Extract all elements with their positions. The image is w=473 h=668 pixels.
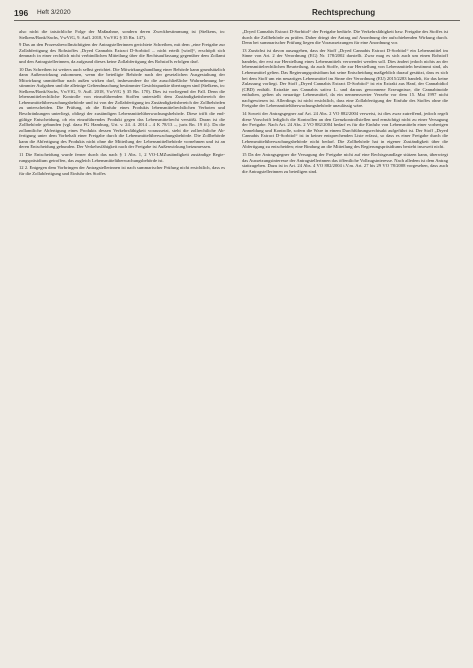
paragraph: 11 Die Entscheidung wurde ferner durch das nach § 1 Abs. 1, 2 VO-LMZuständigkeit zuständige Regierungspräsidium getroffen, das zugleich Lebensmittelüberwachungsbehörde ist.: [19, 152, 225, 163]
paragraph: 10 Das Schreiben ist weiters auch selbst gerichtet. Die Mitwirkungshandlung einer Behörde kann grundsätzlich dann Außenwirkung zukommen, wenn die beteiligte Behörde nach der gesetzlichen Ausgestaltung der Mitwirkung unmittelbar nach außen wirken darf, insbesondere ihr die ausschließliche Wahrnehmung bestimmter Aufgaben und die alleinige Geltendmachung bestimmter Gesichtspunkte übertragen sind (Stelkens, in: Stelkens/Bonk/Sachs, VwVfG, 9. Aufl. 2018, VwVfG § 35 Rn. 170). Dies ist vorliegend der Fall. Denn die lebensmittelrechtliche Kontrolle von einzuführenden Stoffen unterstellt dem Zuständigkeitsbereich der Lebensmittelüberwachungsbehörde und ist von der Zollabfertigung im Zuständigkeitsbereich der Zollbehörden zu unterscheiden. Die Prüfung, ob die Einfuhr eines Produkts lebensmittelrechtlichen Verboten und Beschränkungen unterliegt, obliegt der zuständigen Lebensmittelüberwachungsbehörde. Diese trifft die endgültige Entscheidung, ob ein einzuführendes Produkt gegen das Lebensmittelrecht verstößt. Daran ist die Zollbehörde gebunden (vgl. dazu FG Hamburg, Urt. v. 24. 4. 2014 – 4 K 78/13 –, juris Rn. 19 ff.). Da die zollamtliche Abfertigung eines Produkts dessen Verkehrsfähigkeit voraussetzt, steht die zollrechtliche Abfertigung unter dem Vorbehalt einer Freigabe durch die Lebensmittelüberwachungsbehörde. Die Zollbehörde kann die Abfertigung des Produkts nicht ohne die Mitteilung der Lebensmittelbehörde vornehmen und ist an deren Entscheidung gebunden. Der Verkehrsfähigkeit nach der Freigabe ist Außenwirkung beizumessen.: [19, 66, 225, 150]
paragraph: 9 Das an den Prozessbevollmächtigten der Antragstellerinnen gerichtete Schreiben, mit dem „eine Freigabe zur Zollabfertigung des Rohstoffes ‚Dryed Cannabis Extract D-Sorbitol ... nicht erteilt [wird]“, erschöpft sich demnach in einer rechtlich nicht verbindlichen Mitteilung über die Rechtsauffassung gegenüber dem Zollamt und den Antragstellerinnen, da aufgrund dieses keine Zollabfertigung des Rohstoffs erfolgen darf.: [19, 42, 225, 64]
right-column: [242, 29, 448, 176]
paragraph: 15 Da der Antragsgegner die Versagung der Freigabe nicht auf eine Rechtsgrundlage stützen kann, überwiegt das Aussetzungsinteresse der Antragstellerinnen das öffentliche Vollzugsinteresse. Nach alledem ist dem Antrag stattzugeben. Dazu ist in Art. 24 Abs. 4 VO 882/2004 i.V.m. Art. 27 bis 29 VO 78/2008 vorgesehen, dass auch die Antragstellerinnen zu beteiligen sind.: [242, 152, 448, 174]
paragraph: 14 Soweit der Antragsgegner auf Art. 24 Abs. 2 VO 882/2004 verweist, ist dies zwar zutreffend, jedoch regelt diese Vorschrift lediglich die Kontrollen an den Grenzkontrollstellen und ermächtigt nicht zu einer Versagung der Freigabe. Nach Art. 24 Abs. 2 VO 882/2004 bedarf es für die Einfuhr von Lebensmitteln einer vorherigen Anmeldung und Kontrolle, sofern die Ware in einem Durchführungsrechtsakt aufgeführt ist. Der Stoff „Dryed Cannabis Extract D-Sorbitol“ ist in keiner entsprechenden Liste erfasst, so dass es einer Freigabe durch die Lebensmittelüberwachungsbehörde nicht bedarf. Die Zollbehörde hat in eigener Zuständigkeit über die Abfertigung zu entscheiden; eine Bindung an die Mitteilung des Regierungspräsidiums besteht insoweit nicht.: [242, 111, 448, 150]
section-title: Rechtsprechung: [312, 8, 376, 17]
left-column: [19, 29, 225, 179]
paragraph: 12 2. Entgegen dem Vorbringen der Antragstellerinnen ist nach summarischer Prüfung nicht ersichtlich, dass es für die Zollabfertigung und Einfuhr des Stoffes: [19, 165, 225, 176]
paragraph: „Dryed Cannabis Extract D-Sorbitol“ der Freigabe bedürfe. Die Verkehrsfähigkeit bzw. Freigabe des Stoffes ist durch die Zollbehörde zu prüfen. Daher dringt der Antrag auf Anordnung der aufschiebenden Wirkung durch. Denn bei summarischer Prüfung liegen die Voraussetzungen für eine Anordnung vor.: [242, 29, 448, 46]
page-number: 196: [14, 8, 29, 18]
paragraph: 13 Zunächst ist davon auszugehen, dass der Stoff „Dryed Cannabis Extract D-Sorbitol“ ein Lebensmittel im Sinne von Art. 2 der Verordnung (EG) Nr. 178/2002 darstellt. Zwar mag es sich auch um einen Rohstoff handeln, der erst zur Herstellung eines Lebensmittels verwendet werden soll. Dies ändert jedoch nichts an der lebensmittelrechtlichen Beurteilung, da auch Stoffe, die zur Herstellung von Lebensmitteln bestimmt sind, als Lebensmittel gelten. Das Regierungspräsidium hat seine Entscheidung maßgeblich darauf gestützt, dass es sich bei dem Stoff um ein neuartiges Lebensmittel im Sinne der Verordnung (EU) 2015/2283 handelt, für das keine Zulassung vorliegt. Der Stoff „Dryed Cannabis Extract D-Sorbitol“ ist ein Extrakt aus Hanf, der Cannabidiol (CBD) enthält. Extrakte aus Cannabis sativa L. und daraus gewonnene Erzeugnisse, die Cannabinoide enthalten, gelten als neuartige Lebensmittel, da ein nennenswerter Verzehr vor dem 15. Mai 1997 nicht nachgewiesen ist. Allerdings ist nicht ersichtlich, dass eine Zollabfertigung der Einfuhr des Stoffes ohne die Freigabe der Lebensmittelüberwachungsbehörde unzulässig wäre.: [242, 47, 448, 109]
paragraph: also nicht die tatsächliche Folge der Maßnahme, sondern deren Zweckbestimmung ist (Stelkens, in: Stelkens/Bonk/Sachs, VwVfG, 9. Aufl. 2018, VwVfG § 35 Rn. 147).: [19, 29, 225, 40]
issue-label: Heft 3/2020: [37, 9, 71, 16]
page-header: [14, 7, 460, 21]
header-rule: [14, 20, 460, 21]
